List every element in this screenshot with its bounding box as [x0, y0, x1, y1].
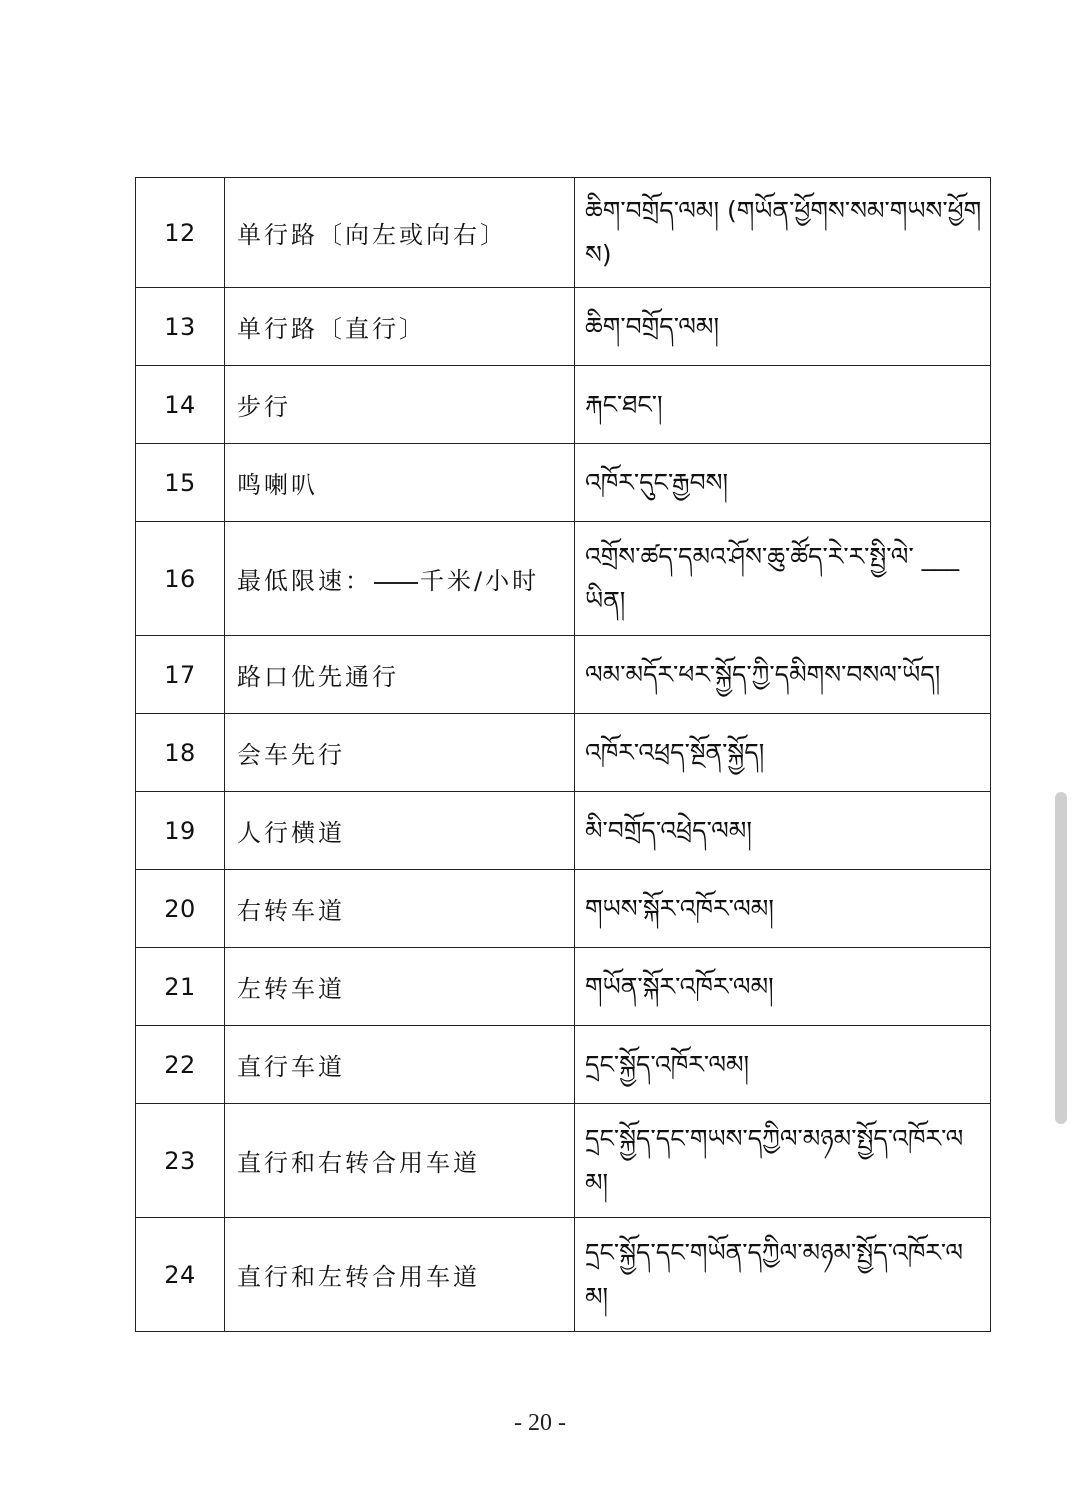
tibetan-term: གཡོན་སྐོར་འཁོར་ལམ། — [575, 948, 991, 1026]
chinese-term-prefix: 最低限速： — [237, 567, 372, 595]
table-row — [136, 288, 991, 366]
row-number: 18 — [136, 714, 225, 792]
table-row — [136, 366, 991, 444]
row-number: 21 — [136, 948, 225, 1026]
tibetan-term: འགྲོས་ཚད་དམའ་ཤོས་ཆུ་ཚོད་རེ་ར་སྤྱི་ལེ་ ___ ཡིན། — [575, 522, 991, 636]
chinese-term: 直行车道 — [225, 1026, 575, 1104]
tibetan-term: དྲང་སྐྱོད་འཁོར་ལམ། — [575, 1026, 991, 1104]
table-row — [136, 522, 991, 636]
chinese-term-unit: 千米/小时 — [420, 567, 540, 595]
row-number: 19 — [136, 792, 225, 870]
tibetan-term: ལམ་མདོར་ཕར་སྐྱོད་ཀྱི་དམིགས་བསལ་ཡོད། — [575, 636, 991, 714]
tibetan-term: འཁོར་དུང་རྒྱབས། — [575, 444, 991, 522]
chinese-term: 路口优先通行 — [225, 636, 575, 714]
table-row — [136, 1104, 991, 1218]
tibetan-term: ཆིག་བགྲོད་ལམ། — [575, 288, 991, 366]
terms-table — [135, 177, 991, 1332]
table-row — [136, 1026, 991, 1104]
row-number: 23 — [136, 1104, 225, 1218]
chinese-term: 单行路〔向左或向右〕 — [225, 178, 575, 288]
chinese-term: 会车先行 — [225, 714, 575, 792]
tibetan-term: མི་བགྲོད་འཕྲེད་ལམ། — [575, 792, 991, 870]
row-number: 22 — [136, 1026, 225, 1104]
row-number: 24 — [136, 1218, 225, 1332]
tibetan-term: རྐང་ཐང་། — [575, 366, 991, 444]
table-row — [136, 178, 991, 288]
chinese-term: 步行 — [225, 366, 575, 444]
table-row — [136, 948, 991, 1026]
table-row — [136, 636, 991, 714]
row-number: 12 — [136, 178, 225, 288]
page-number: - 20 - — [514, 1410, 566, 1436]
table-row — [136, 870, 991, 948]
chinese-term: 直行和右转合用车道 — [225, 1104, 575, 1218]
chinese-term: 鸣喇叭 — [225, 444, 575, 522]
chinese-term: 直行和左转合用车道 — [225, 1218, 575, 1332]
tibetan-term: གཡས་སྐོར་འཁོར་ལམ། — [575, 870, 991, 948]
vertical-scrollbar[interactable] — [1055, 792, 1067, 1124]
tibetan-term: དྲང་སྐྱོད་དང་གཡོན་དཀྱིལ་མཉམ་སྤྱོད་འཁོར་ལམ། — [575, 1218, 991, 1332]
chinese-term: 单行路〔直行〕 — [225, 288, 575, 366]
table-row — [136, 714, 991, 792]
tibetan-term: འཁོར་འཕྲད་སྔོན་སྐྱོད། — [575, 714, 991, 792]
row-number: 13 — [136, 288, 225, 366]
chinese-term — [225, 522, 575, 636]
chinese-term: 人行横道 — [225, 792, 575, 870]
tibetan-term: ཆིག་བགྲོད་ལམ། (གཡོན་ཕྱོགས་སམ་གཡས་ཕྱོགས) — [575, 178, 991, 288]
table-row — [136, 792, 991, 870]
tibetan-term: དྲང་སྐྱོད་དང་གཡས་དཀྱིལ་མཉམ་སྤྱོད་འཁོར་ལམ། — [575, 1104, 991, 1218]
row-number: 15 — [136, 444, 225, 522]
chinese-term: 右转车道 — [225, 870, 575, 948]
row-number: 14 — [136, 366, 225, 444]
chinese-term: 左转车道 — [225, 948, 575, 1026]
table-row — [136, 1218, 991, 1332]
table-row — [136, 444, 991, 522]
row-number: 16 — [136, 522, 225, 636]
fill-in-blank — [374, 580, 418, 584]
row-number: 17 — [136, 636, 225, 714]
row-number: 20 — [136, 870, 225, 948]
